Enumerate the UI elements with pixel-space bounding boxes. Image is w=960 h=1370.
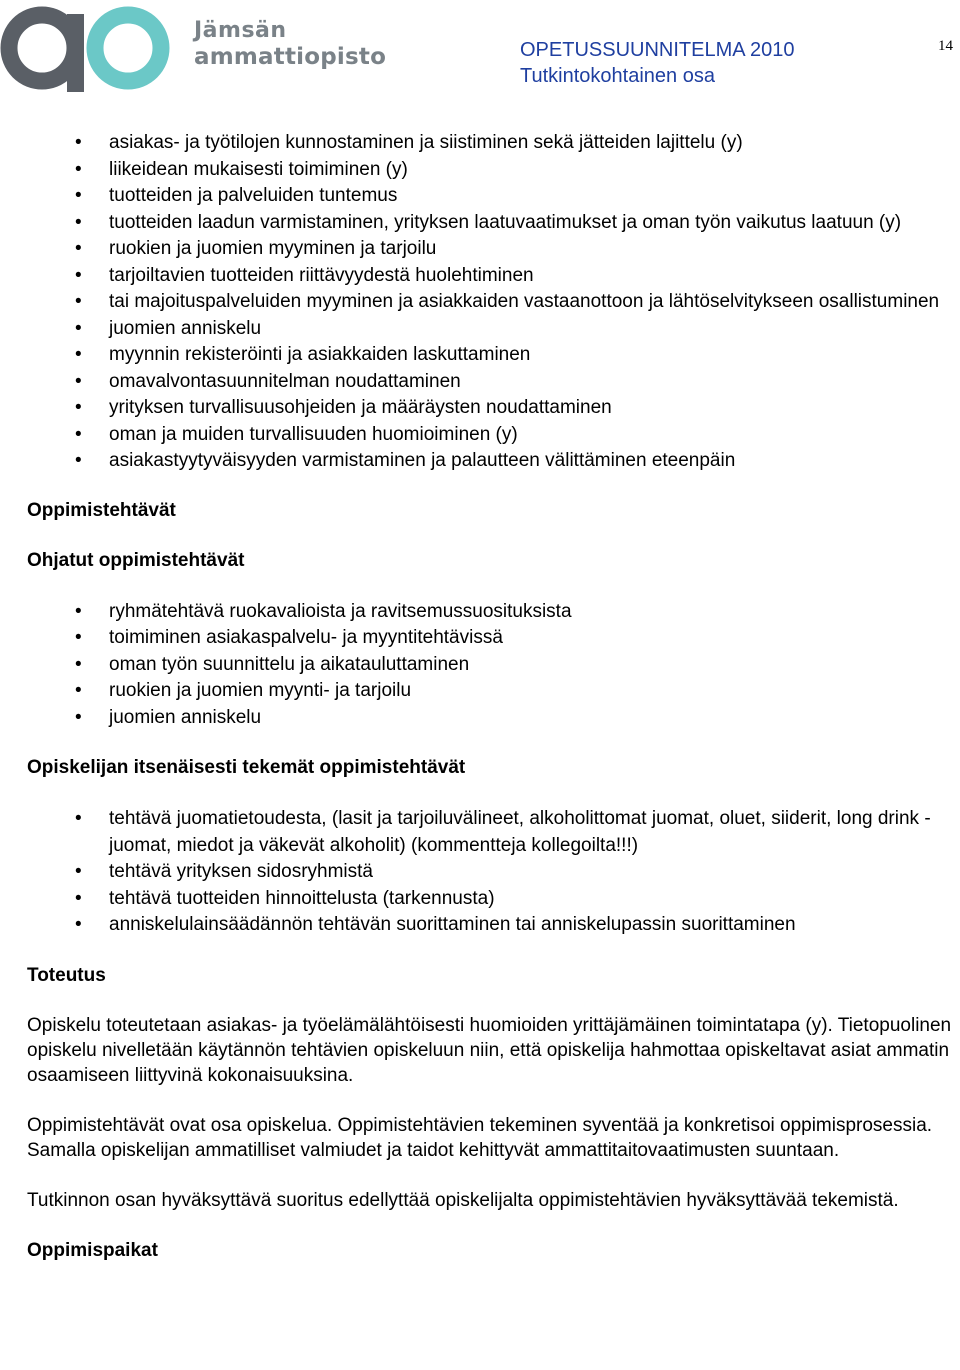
heading-itsenaisesti: Opiskelijan itsenäisesti tekemät oppimistehtävät: [27, 757, 466, 778]
document-body: [27, 130, 952, 1264]
list-item: • asiakas- ja työtilojen kunnostaminen ja siistiminen sekä jätteiden lajittelu (y): [27, 130, 952, 157]
heading-oppimispaikat: Oppimispaikat: [27, 1239, 158, 1261]
toteutus-paragraph: Oppimistehtävät ovat osa opiskelua. Oppimistehtävien tekeminen syventää ja konkretisoi oppimisprosessia. Samalla opiskelijan ammatilliset valmiudet ja taidot kehittyvät ammattitaitovaatimusten suuntaan.: [27, 1114, 933, 1161]
list-item: • tuotteiden ja palveluiden tuntemus: [27, 183, 952, 210]
heading-oppimistehtavat: Oppimistehtävät: [27, 499, 176, 521]
list-item: • omavalvontasuunnitelman noudattaminen: [27, 369, 952, 396]
logo-name-line2: ammattiopisto: [194, 44, 387, 70]
list-item: • ryhmätehtävä ruokavalioista ja ravitsemussuosituksista: [27, 599, 952, 626]
ao-logo-icon: [0, 0, 180, 100]
page-number: 14: [938, 38, 953, 54]
list-item: • myynnin rekisteröinti ja asiakkaiden laskuttaminen: [27, 342, 952, 369]
list-item: • asiakastyytyväisyyden varmistaminen ja palautteen välittäminen eteenpäin: [27, 448, 952, 475]
list-item: • oman ja muiden turvallisuuden huomioiminen (y): [27, 422, 952, 449]
logo-wordmark: [194, 18, 386, 70]
toteutus-paragraph: Opiskelu toteutetaan asiakas- ja työelämälähtöisesti huomioiden yrittäjämäinen toimintatapa (y). Tietopuolinen opiskelu nivelletään käytännön tehtävien opiskeluun niin, että opiskelija hahmottaa opiskeltavat asiat ammatin osaamiseen liittyvinä kokonaisuuksina.: [27, 1014, 952, 1086]
list-item: • ruokien ja juomien myyminen ja tarjoilu: [27, 236, 952, 263]
list-item: • tuotteiden laadun varmistaminen, yrityksen laatuvaatimukset ja oman työn vaikutus laatuun (y): [27, 210, 952, 237]
independent-tasks-list: [27, 806, 952, 939]
toteutus-paragraph: Tutkinnon osan hyväksyttävä suoritus edellyttää opiskelijalta oppimistehtävien hyväksyttävää tekemistä.: [27, 1189, 899, 1211]
competence-list: [27, 130, 952, 475]
document-title: OPETUSSUUNNITELMA 2010: [520, 39, 795, 61]
list-item: • tehtävä juomatietoudesta, (lasit ja tarjoiluvälineet, alkoholittomat juomat, oluet, siiderit, long drink - juomat, miedot ja väkevät alkoholit) (kommentteja kollegoilta!!!): [27, 806, 952, 859]
list-item: • anniskelulainsäädännön tehtävän suorittaminen tai anniskelupassin suorittaminen: [27, 912, 952, 939]
logo-name-line1: Jämsän: [194, 18, 287, 43]
list-item: • oman työn suunnittelu ja aikatauluttaminen: [27, 652, 952, 679]
list-item: • tehtävä yrityksen sidosryhmistä: [27, 859, 952, 886]
guided-tasks-list: [27, 599, 952, 732]
list-item: • tarjoiltavien tuotteiden riittävyydestä huolehtiminen: [27, 263, 952, 290]
list-item: • tehtävä tuotteiden hinnoittelusta (tarkennusta): [27, 886, 952, 913]
list-item: • juomien anniskelu: [27, 705, 952, 732]
list-item: • ruokien ja juomien myynti- ja tarjoilu: [27, 678, 952, 705]
list-item: • yrityksen turvallisuusohjeiden ja määräysten noudattaminen: [27, 395, 952, 422]
heading-toteutus: Toteutus: [27, 964, 106, 986]
heading-ohjatut: Ohjatut oppimistehtävät: [27, 549, 245, 571]
list-item: • tai majoituspalveluiden myyminen ja asiakkaiden vastaanottoon ja lähtöselvitykseen osallistuminen: [27, 289, 952, 316]
document-subtitle: Tutkintokohtainen osa: [520, 65, 715, 87]
document-header: [520, 37, 795, 89]
logo: [0, 0, 387, 100]
list-item: • juomien anniskelu: [27, 316, 952, 343]
list-item: • liikeidean mukaisesti toimiminen (y): [27, 157, 952, 184]
list-item: • toimiminen asiakaspalvelu- ja myyntitehtävissä: [27, 625, 952, 652]
